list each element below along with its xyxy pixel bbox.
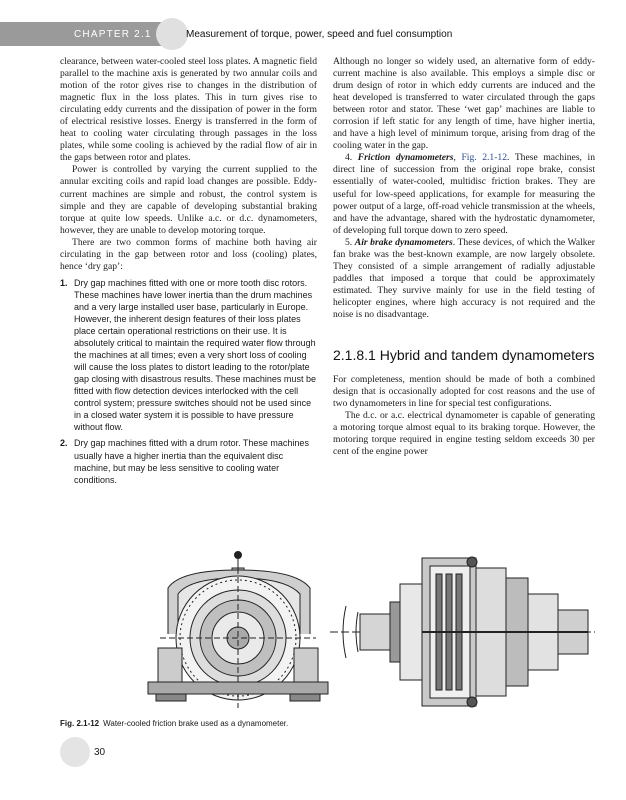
list-item	[60, 437, 317, 485]
running-header	[0, 0, 626, 46]
list-text: Dry gap machines fitted with one or more tooth disc rotors. These machines have lower inertia than the drum machines and a very large installed user base, particularly in Europe. However, the inherent design features of their loss plates place certain operational restrictions on their use. It is absolutely critical to maintain the required water flow through the machines at all times; even a very short loss of cooling will cause the loss plates to distort leading to the rotor/plate gap closing with disastrous results. These machines must be fitted with flow detection devices interlocked with the cell control system; pressure switches should not be used since in a closed water system it is possible to have pressure without flow.	[74, 277, 316, 433]
right-column	[333, 56, 595, 458]
term-friction-dynamometers: Friction dynamometers	[357, 152, 454, 164]
list-number: 2.	[60, 438, 68, 449]
section-heading: 2.1.8.1 Hybrid and tandem dynamometers	[333, 347, 595, 364]
figure-link[interactable]: Fig. 2.1-12	[461, 152, 508, 164]
list-text: Dry gap machines fitted with a drum rotor. These machines usually have a higher inertia than the equivalent disc machine, but may be less sensitive to cooling water conditions.	[74, 438, 309, 485]
paragraph: Although no longer so widely used, an alternative form of eddy-current machine is also available. This employs a simple disc or drum design of rotor in which eddy currents are induced and the heat developed is transferred to water circulated through the gaps between rotor and stator. These ‘wet gap’ machines are liable to corrosion if left static for any length of time, have higher inertia, and have a high level of minimum torque, arising from drag of the cooling water in the gap.	[333, 56, 595, 152]
numbered-list	[60, 277, 317, 486]
paragraph-text: . These devices, of which the Walker fan brake was the best-known example, are now largely obsolete. They consisted of a simple arrangement of radially adjustable paddles that imposed a torque that could be approximately estimated. They survive mainly for use in the field testing of helicopter engines, where high accuracy is not required and the noise is no disadvantage.	[333, 236, 595, 320]
item-number: 4.	[345, 152, 358, 164]
paragraph: Power is controlled by varying the current supplied to the annular exciting coils and rapid load changes are possible. Eddy-current machines are simple and robust, the control system is simple and they are capable of developing substantial braking torque at quite low speeds. Unlike a.c. or d.c. dynamometers, however, they are unable to develop motoring torque.	[60, 164, 317, 236]
figure-label: Fig. 2.1-12	[60, 719, 100, 728]
front-view	[148, 552, 328, 709]
chapter-label: CHAPTER 2.1	[74, 29, 152, 40]
friction-brake-drawing	[60, 548, 595, 713]
chapter-title: Measurement of torque, power, speed and fuel consumption	[186, 29, 453, 40]
paragraph: For completeness, mention should be made of both a combined design that is occasionally adopted for cost reasons and the use of two dynamometers in line for special test configurations.	[333, 374, 595, 410]
paragraph	[333, 237, 595, 321]
list-number: 1.	[60, 277, 68, 288]
side-section-view	[330, 557, 595, 707]
paragraph: The d.c. or a.c. electrical dynamometer is capable of generating a motoring torque almost equal to its braking torque. However, the motoring torque required in engine testing seldom exceeds 30 per cent of the engine power	[333, 410, 595, 458]
term-air-brake-dynamometers: Air brake dynamometers	[354, 236, 453, 248]
chapter-circle-decoration	[156, 18, 188, 50]
figure-caption	[60, 719, 288, 728]
caption-text: Water-cooled friction brake used as a dynamometer.	[103, 719, 289, 728]
separator: ,	[453, 152, 462, 164]
paragraph-text: . These machines, in direct line of succession from the original rope brake, consist essentially of water-cooled, multidisc friction brakes. They are useful for low-speed applications, for example for measuring the power output of a large, off-road vehicle transmission at the wheels, and have the advantage, shared with the hydrostatic dynamometer, of developing full torque down to zero speed.	[333, 152, 595, 236]
paragraph: clearance, between water-cooled steel loss plates. A magnetic field parallel to the machine axis is generated by two annular coils and motion of the rotor gives rise to changes in the distribution of magnetic flux in the loss plates. This in turn gives rise to circulating eddy currents and the dissipation of power in the form of electrical resistive losses. Energy is transferred in the form of heat to cooling water circulating through passages in the loss plates, while some cooling is achieved by the radial flow of air in the gaps between rotor and plates.	[60, 56, 317, 164]
page-number: 30	[94, 747, 106, 758]
paragraph: There are two common forms of machine both having air circulating in the gap between rotor and loss (cooling) plates, hence ‘dry gap’:	[60, 236, 317, 272]
left-column	[60, 56, 317, 490]
page-number-circle	[60, 737, 90, 767]
item-number: 5.	[345, 236, 355, 248]
paragraph	[333, 152, 595, 236]
list-item	[60, 277, 317, 434]
